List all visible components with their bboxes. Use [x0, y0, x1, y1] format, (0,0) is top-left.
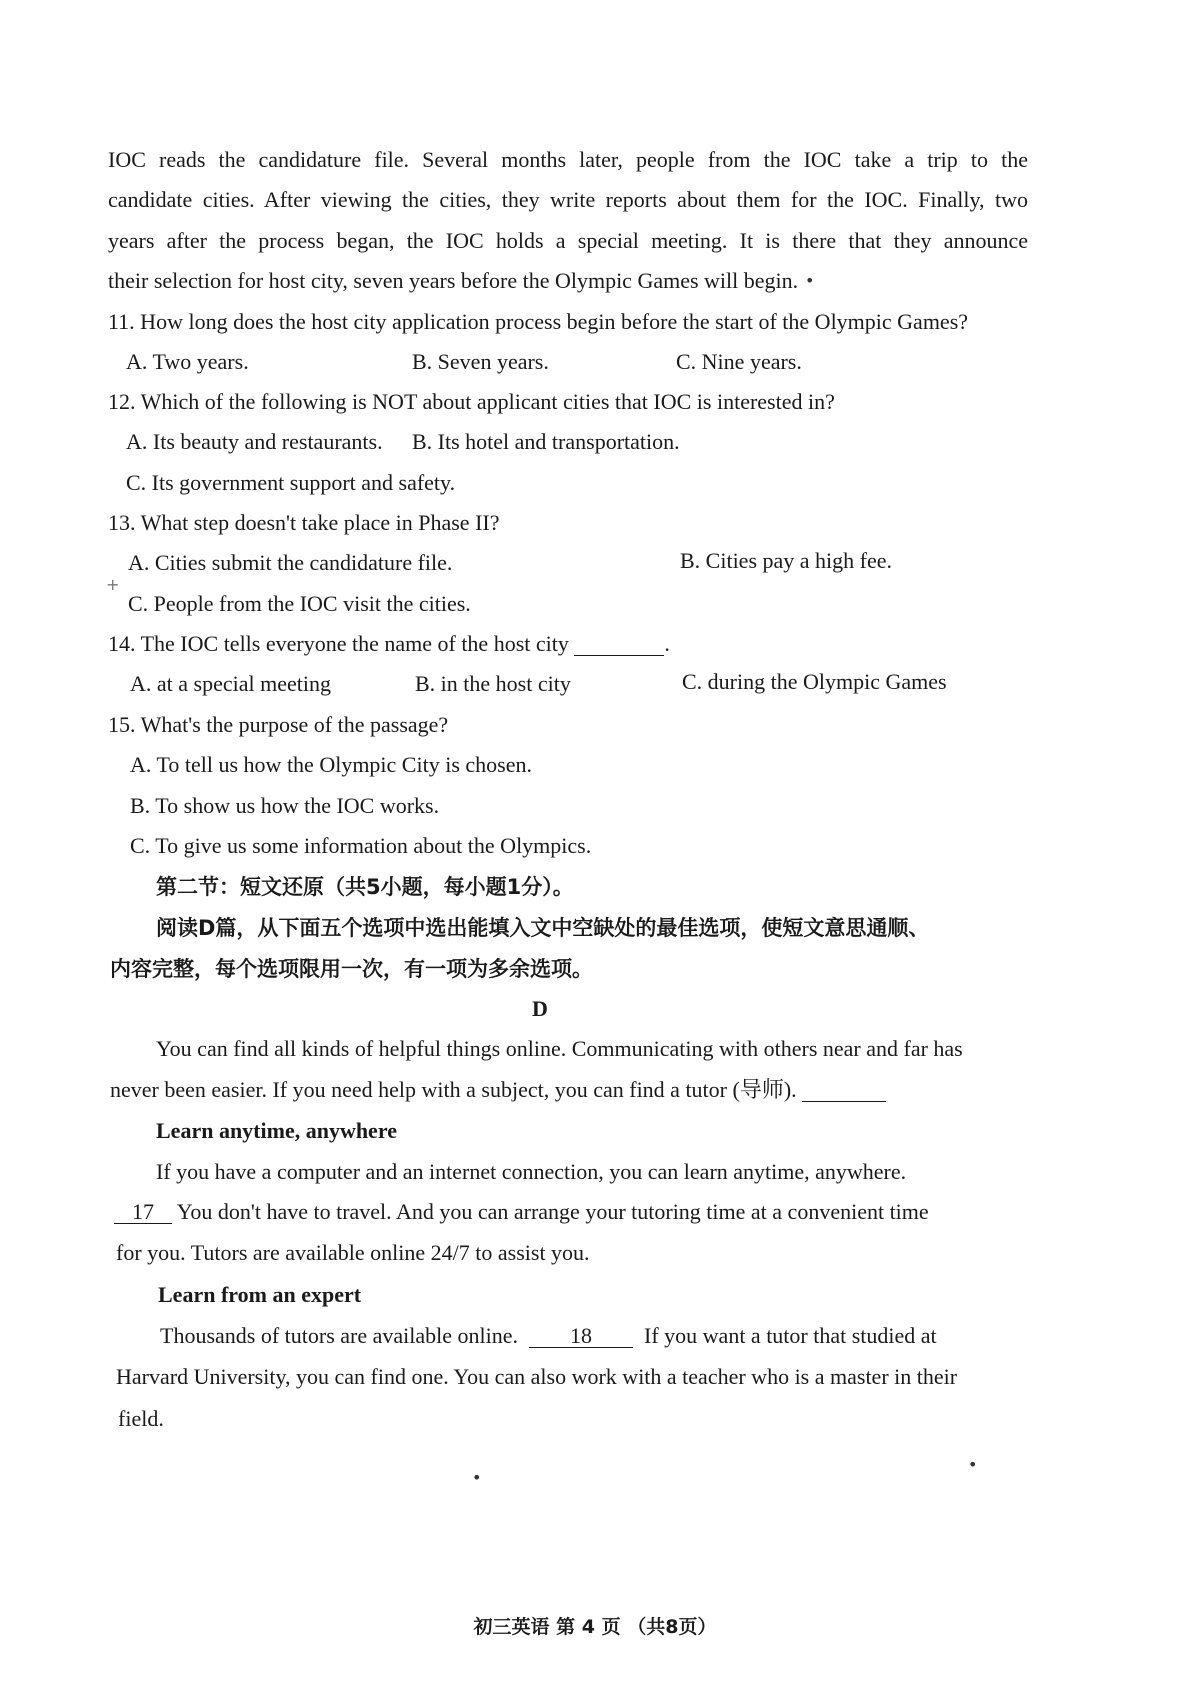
question-12-option-c: C. Its government support and safety. — [126, 470, 456, 495]
passage-d-title: D — [532, 996, 548, 1021]
question-13-option-b: B. Cities pay a high fee. — [680, 548, 893, 573]
question-13-stem: 13. What step doesn't take place in Phase II? — [108, 510, 500, 535]
passage-d-p3-line-1-text-a: Thousands of tutors are available online. — [160, 1323, 519, 1348]
scan-mark: + — [106, 575, 120, 594]
passage-d-heading-1: Learn anytime, anywhere — [156, 1118, 397, 1143]
question-11-option-a: A. Two years. — [126, 349, 249, 374]
question-11-option-c: C. Nine years. — [676, 349, 802, 374]
question-15-option-c: C. To give us some information about the Olympics. — [130, 833, 592, 858]
passage-d-p2-line-3: for you. Tutors are available online 24/7 to assist you. — [116, 1240, 590, 1265]
question-14-answer-blank[interactable] — [574, 633, 664, 656]
question-12-option-a: A. Its beauty and restaurants. — [126, 429, 383, 454]
scan-dot: • — [472, 1468, 482, 1487]
passage-d-p3-line-2: Harvard University, you can find one. You can also work with a teacher who is a master in their — [116, 1364, 958, 1389]
question-13-option-a: A. Cities submit the candidature file. — [128, 550, 453, 575]
passage-d-p2-line-2-text: You don't have to travel. And you can arrange your tutoring time at a convenient time — [176, 1199, 929, 1224]
scan-dot: • — [805, 271, 815, 290]
passage-c-line-3: years after the process began, the IOC holds a special meeting. It is there that they announce — [108, 228, 1028, 253]
question-11-option-b: B. Seven years. — [412, 349, 549, 374]
passage-d-p3-line-1 — [160, 1322, 937, 1350]
question-14-option-b: B. in the host city — [415, 671, 571, 696]
question-12-option-b: B. Its hotel and transportation. — [412, 429, 680, 454]
question-15-option-a: A. To tell us how the Olympic City is chosen. — [130, 752, 532, 777]
passage-d-p1-line-1: You can find all kinds of helpful things online. Communicating with others near and far has — [156, 1036, 963, 1061]
answer-blank-18[interactable]: 18 — [529, 1325, 633, 1348]
question-12-stem: 12. Which of the following is NOT about applicant cities that IOC is interested in? — [108, 389, 835, 414]
question-13-option-c: C. People from the IOC visit the cities. — [128, 591, 471, 616]
answer-blank-16[interactable] — [802, 1079, 886, 1102]
question-14: 14. The IOC tells everyone the name of the host city . — [108, 631, 670, 656]
page-footer: 初三英语 第 4 页 （共8页） — [473, 1616, 717, 1638]
question-11-stem: 11. How long does the host city application process begin before the start of the Olympic Games? — [108, 309, 969, 334]
section-2-instruction-line-1: 阅读D篇，从下面五个选项中选出能填入文中空缺处的最佳选项，使短文意思通顺、 — [156, 916, 930, 940]
question-15-stem: 15. What's the purpose of the passage? — [108, 712, 449, 737]
section-2-heading: 第二节：短文还原（共5小题，每小题1分）。 — [156, 875, 574, 899]
passage-d-heading-2: Learn from an expert — [158, 1282, 362, 1307]
question-14-option-a: A. at a special meeting — [130, 671, 331, 696]
passage-c-line-4: their selection for host city, seven years before the Olympic Games will begin. — [108, 268, 799, 293]
passage-d-p2-line-2 — [114, 1198, 929, 1226]
question-14-option-c: C. during the Olympic Games — [682, 669, 947, 694]
passage-d-p3-line-1-text-b: If you want a tutor that studied at — [644, 1323, 937, 1348]
passage-d-p3-line-3: field. — [118, 1406, 164, 1431]
passage-c-line-2: candidate cities. After viewing the cities, they write reports about them for the IOC. Finally, two — [108, 187, 1028, 212]
passage-d-p1-line-2-text: never been easier. If you need help with a subject, you can find a tutor (导师). — [110, 1077, 797, 1102]
section-2-instruction-line-2: 内容完整，每个选项限用一次，有一项为多余选项。 — [110, 957, 593, 981]
passage-d-p2-line-1: If you have a computer and an internet connection, you can learn anytime, anywhere. — [156, 1159, 907, 1184]
question-14-stem: 14. The IOC tells everyone the name of the host city — [108, 631, 569, 656]
passage-d-p1-line-2 — [110, 1076, 886, 1104]
answer-blank-17[interactable]: 17 — [114, 1201, 172, 1224]
scan-dot: • — [968, 1455, 978, 1474]
question-15-option-b: B. To show us how the IOC works. — [130, 793, 440, 818]
passage-c-line-1: IOC reads the candidature file. Several months later, people from the IOC take a trip to the — [108, 147, 1028, 172]
